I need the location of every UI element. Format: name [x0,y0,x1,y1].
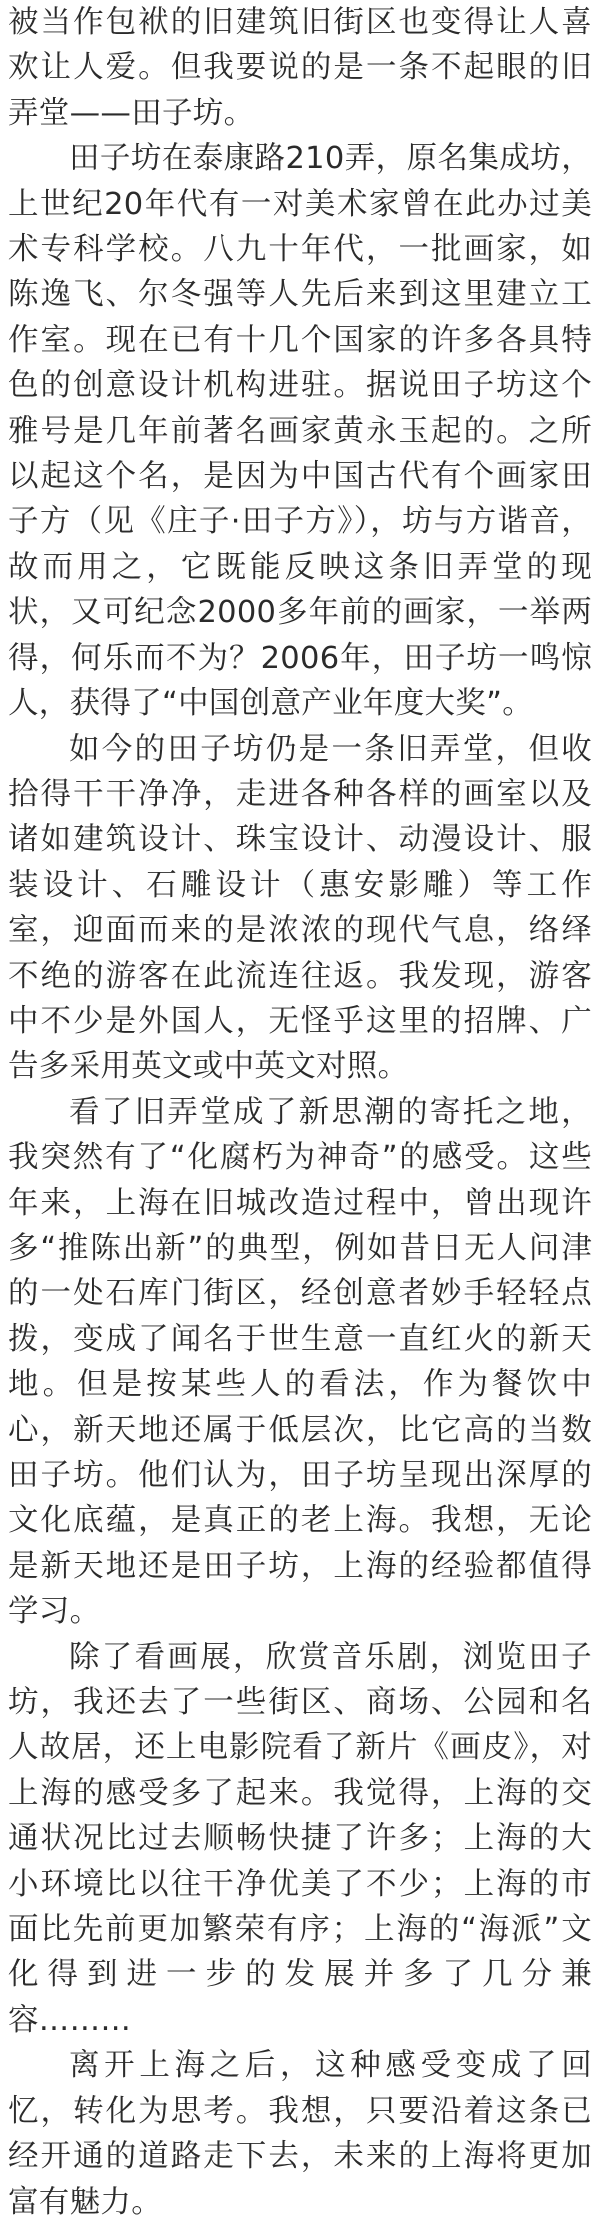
paragraph-3: 如今的田子坊仍是一条旧弄堂，但收拾得干干净净，走进各种各样的画室以及诸如建筑设计、珠宝设计、动漫设计、服装设计、石雕设计（惠安影雕）等工作室，迎面而来的是浓浓的现代气息，络绎不绝的游客在此流连往返。我发现，游客中不少是外国人，无怪乎这里的招牌、广告多采用英文或中英文对照。 [8,731,592,1085]
paragraph-4: 看了旧弄堂成了新思潮的寄托之地，我突然有了“化腐朽为神奇”的感受。这些年来，上海在旧城改造过程中，曾出现许多“推陈出新”的典型，例如昔日无人问津的一处石库门街区，经创意者妙手轻轻点拨，变成了闻名于世生意一直红火的新天地。但是按某些人的看法，作为餐饮中心，新天地还属于低层次，比它高的当数田子坊。他们认为，田子坊呈现出深厚的文化底蕴，是真正的老上海。我想，无论是新天地还是田子坊，上海的经验都值得学习。 [8,1094,592,1630]
paragraph-2: 田子坊在泰康路210弄，原名集成坊，上世纪20年代有一对美术家曾在此办过美术专科学校。八九十年代，一批画家，如陈逸飞、尔冬强等人先后来到这里建立工作室。现在已有十几个国家的许多各具特色的创意设计机构进驻。据说田子坊这个雅号是几年前著名画家黄永玉起的。之所以起这个名，是因为中国古代有个画家田子方（见《庄子·田子方》），坊与方谐音，故而用之，它既能反映这条旧弄堂的现状，又可纪念2000多年前的画家，一举两得，何乐而不为？2006年，田子坊一鸣惊人，获得了“中国创意产业年度大奖”。 [8,141,592,722]
paragraph-6: 离开上海之后，这种感受变成了回忆，转化为思考。我想，只要沿着这条已经开通的道路走下去，未来的上海将更加富有魅力。 [8,2048,592,2220]
paragraph-5: 除了看画展，欣赏音乐剧，浏览田子坊，我还去了一些街区、商场、公园和名人故居，还上电影院看了新片《画皮》，对上海的感受多了起来。我觉得，上海的交通状况比过去顺畅快捷了许多；上海的大小环境比以往干净优美了不少；上海的市面比先前更加繁荣有序；上海的“海派”文化得到进一步的发展并多了几分兼容……… [8,1639,592,2038]
paragraph-1: 被当作包袱的旧建筑旧街区也变得让人喜欢让人爱。但我要说的是一条不起眼的旧弄堂——田子坊。 [8,5,592,131]
